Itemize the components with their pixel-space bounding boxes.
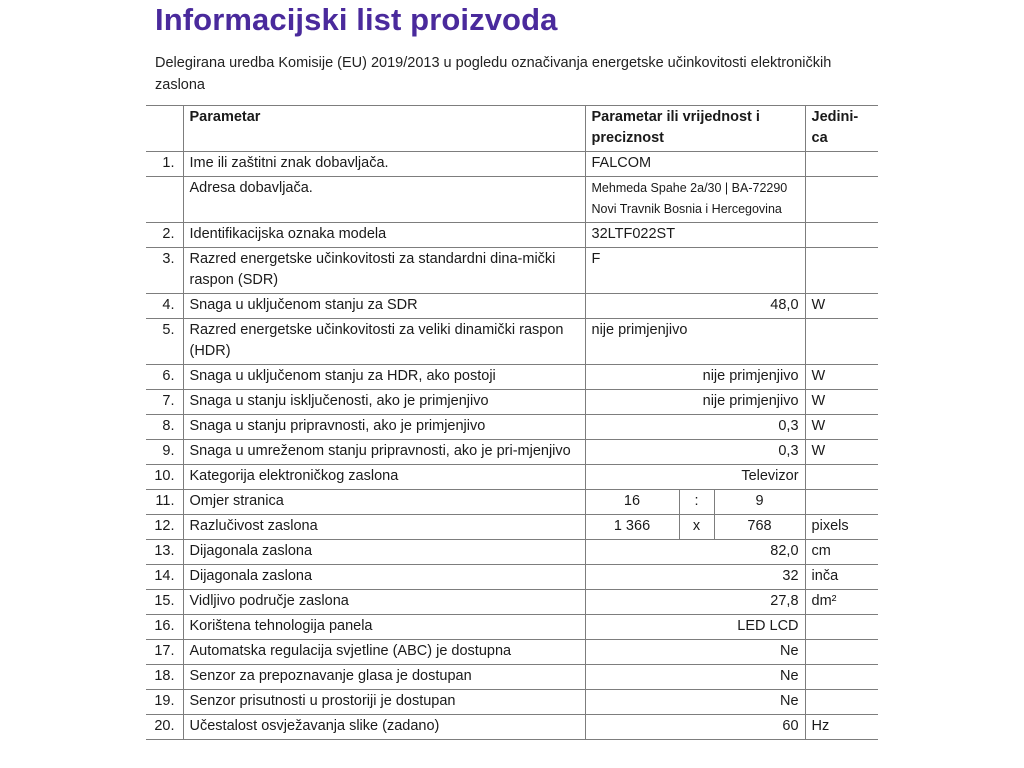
table-row	[146, 390, 878, 415]
table-row	[146, 294, 878, 319]
row-parameter: Snaga u uključenom stanju za SDR	[183, 294, 585, 319]
table-row	[146, 690, 878, 715]
table-row	[146, 715, 878, 740]
row-value: nije primjenjivo	[585, 365, 805, 390]
page-subtitle: Delegirana uredba Komisije (EU) 2019/2013 u pogledu označivanja energetske učinkovitosti elektroničkih zaslona	[155, 55, 832, 93]
row-parameter: Snaga u stanju pripravnosti, ako je primjenjivo	[183, 415, 585, 440]
row-number: 5.	[146, 319, 183, 365]
table-row	[146, 223, 878, 248]
row-value: LED LCD	[585, 615, 805, 640]
row-value: nije primjenjivo	[585, 390, 805, 415]
table-row	[146, 415, 878, 440]
table-row	[146, 615, 878, 640]
row-unit	[805, 490, 878, 515]
row-value: 82,0	[585, 540, 805, 565]
row-number: 3.	[146, 248, 183, 294]
row-parameter: Senzor prisutnosti u prostoriji je dostupan	[183, 690, 585, 715]
row-parameter: Učestalost osvježavanja slike (zadano)	[183, 715, 585, 740]
row-value-separator: :	[679, 490, 714, 515]
row-value-first: 16	[585, 490, 679, 515]
row-parameter: Adresa dobavljača.	[183, 177, 585, 223]
table-row	[146, 490, 878, 515]
row-value: Mehmeda Spahe 2a/30 | BA-72290 Novi Travnik Bosnia i Hercegovina	[585, 177, 805, 223]
row-unit	[805, 665, 878, 690]
table-row	[146, 640, 878, 665]
row-parameter: Omjer stranica	[183, 490, 585, 515]
row-unit: pixels	[805, 515, 878, 540]
table-row	[146, 515, 878, 540]
row-parameter: Automatska regulacija svjetline (ABC) je dostupna	[183, 640, 585, 665]
table-row	[146, 540, 878, 565]
table-row	[146, 365, 878, 390]
table-row	[146, 177, 878, 223]
page-title: Informacijski list proizvoda	[155, 2, 558, 37]
row-value: nije primjenjivo	[585, 319, 805, 365]
header-num	[146, 106, 183, 152]
row-number: 6.	[146, 365, 183, 390]
row-unit	[805, 690, 878, 715]
row-unit: W	[805, 440, 878, 465]
header-parameter: Parametar	[183, 106, 585, 152]
row-number: 12.	[146, 515, 183, 540]
row-unit	[805, 248, 878, 294]
row-value: 0,3	[585, 415, 805, 440]
header-value: Parametar ili vrijednost i preciznost	[585, 106, 805, 152]
row-value-separator: x	[679, 515, 714, 540]
row-unit	[805, 640, 878, 665]
row-number: 1.	[146, 152, 183, 177]
row-number: 9.	[146, 440, 183, 465]
row-number: 18.	[146, 665, 183, 690]
row-number: 4.	[146, 294, 183, 319]
row-number: 16.	[146, 615, 183, 640]
row-unit: cm	[805, 540, 878, 565]
row-unit: W	[805, 294, 878, 319]
table-row	[146, 248, 878, 294]
row-value: 48,0	[585, 294, 805, 319]
row-value: 32LTF022ST	[585, 223, 805, 248]
row-parameter: Kategorija elektroničkog zaslona	[183, 465, 585, 490]
row-value: 27,8	[585, 590, 805, 615]
table-header-row	[146, 106, 878, 152]
row-value: 0,3	[585, 440, 805, 465]
row-unit	[805, 223, 878, 248]
row-unit: dm²	[805, 590, 878, 615]
row-value: Ne	[585, 690, 805, 715]
row-parameter: Dijagonala zaslona	[183, 565, 585, 590]
row-unit: Hz	[805, 715, 878, 740]
row-unit: W	[805, 390, 878, 415]
row-value: 60	[585, 715, 805, 740]
table-row	[146, 565, 878, 590]
row-number: 13.	[146, 540, 183, 565]
row-value-second: 9	[714, 490, 805, 515]
row-value: FALCOM	[585, 152, 805, 177]
row-unit: inča	[805, 565, 878, 590]
row-parameter: Snaga u stanju isključenosti, ako je primjenjivo	[183, 390, 585, 415]
row-number: 7.	[146, 390, 183, 415]
row-number: 20.	[146, 715, 183, 740]
row-value: 32	[585, 565, 805, 590]
table-row	[146, 152, 878, 177]
row-number: 8.	[146, 415, 183, 440]
row-number	[146, 177, 183, 223]
row-number: 17.	[146, 640, 183, 665]
row-number: 15.	[146, 590, 183, 615]
row-number: 10.	[146, 465, 183, 490]
row-value: Ne	[585, 640, 805, 665]
row-number: 19.	[146, 690, 183, 715]
row-value-second: 768	[714, 515, 805, 540]
row-unit: W	[805, 365, 878, 390]
row-unit	[805, 615, 878, 640]
row-parameter: Snaga u umreženom stanju pripravnosti, ako je pri-mjenjivo	[183, 440, 585, 465]
row-unit	[805, 465, 878, 490]
table-row	[146, 319, 878, 365]
product-info-table	[146, 105, 878, 740]
row-parameter: Razred energetske učinkovitosti za standardni dina-mički raspon (SDR)	[183, 248, 585, 294]
row-parameter: Razlučivost zaslona	[183, 515, 585, 540]
row-value: F	[585, 248, 805, 294]
row-parameter: Snaga u uključenom stanju za HDR, ako postoji	[183, 365, 585, 390]
row-value: Ne	[585, 665, 805, 690]
row-parameter: Korištena tehnologija panela	[183, 615, 585, 640]
row-value-first: 1 366	[585, 515, 679, 540]
row-number: 2.	[146, 223, 183, 248]
row-value: Televizor	[585, 465, 805, 490]
row-parameter: Senzor za prepoznavanje glasa je dostupan	[183, 665, 585, 690]
row-parameter: Dijagonala zaslona	[183, 540, 585, 565]
row-parameter: Ime ili zaštitni znak dobavljača.	[183, 152, 585, 177]
row-unit	[805, 319, 878, 365]
row-number: 14.	[146, 565, 183, 590]
row-parameter: Razred energetske učinkovitosti za veliki dinamički raspon (HDR)	[183, 319, 585, 365]
row-parameter: Identifikacijska oznaka modela	[183, 223, 585, 248]
header-unit: Jedini-ca	[805, 106, 878, 152]
row-unit	[805, 177, 878, 223]
row-parameter: Vidljivo područje zaslona	[183, 590, 585, 615]
table-row	[146, 465, 878, 490]
row-number: 11.	[146, 490, 183, 515]
table-row	[146, 440, 878, 465]
row-unit: W	[805, 415, 878, 440]
table-row	[146, 590, 878, 615]
row-unit	[805, 152, 878, 177]
table-row	[146, 665, 878, 690]
